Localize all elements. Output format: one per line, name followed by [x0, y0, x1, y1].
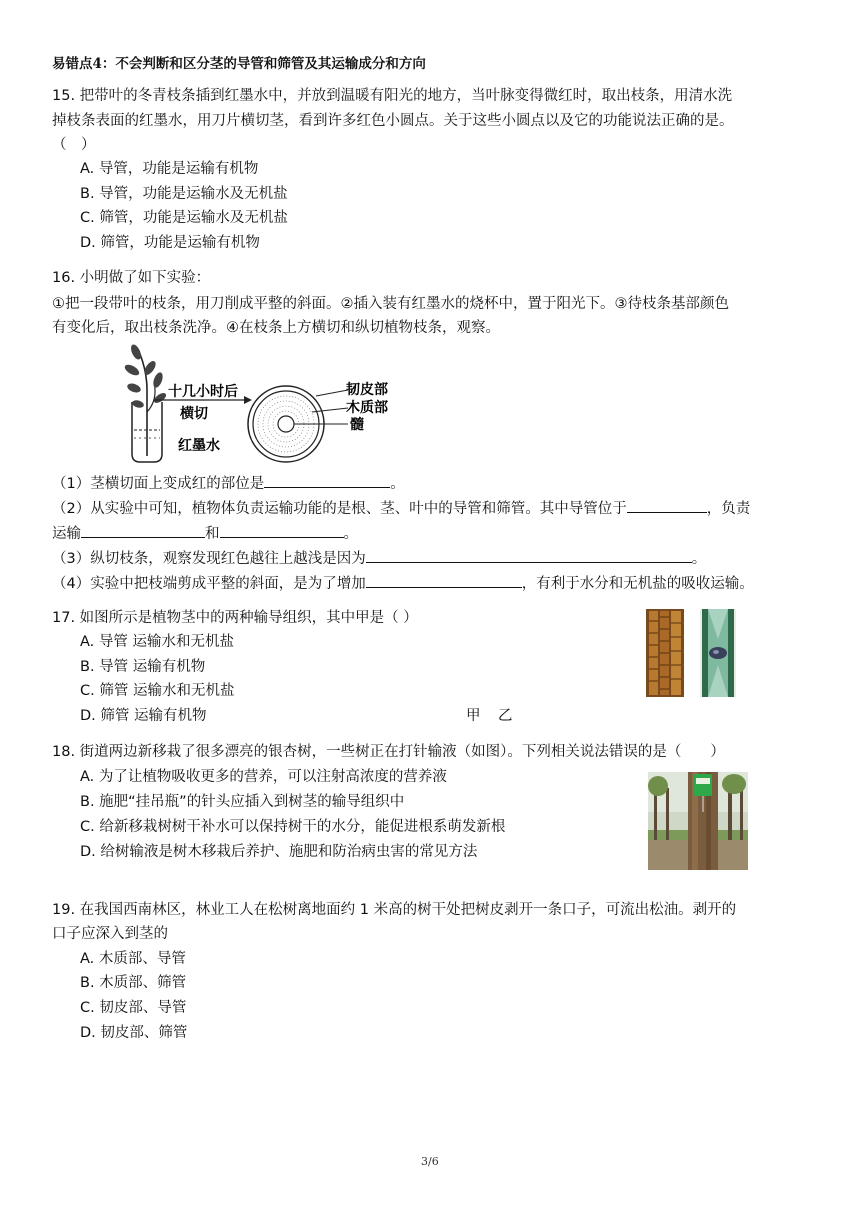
q18-option-d: D. 给树输液是树木移栽后养护、施肥和防治病虫害的常见方法	[80, 844, 478, 860]
q16-sub1: （1）茎横切面上变成红的部位是 。	[52, 472, 405, 494]
blank-6[interactable]	[366, 572, 522, 588]
sieve-tube-image	[700, 609, 736, 697]
tree-infusion-photo	[648, 772, 748, 870]
q15-option-a: A. 导管，功能是运输有机物	[80, 161, 259, 177]
q19-option-c: C. 韧皮部、导管	[80, 1000, 187, 1016]
q17-stem: 17. 如图所示是植物茎中的两种输导组织，其中甲是（ ）	[52, 610, 418, 626]
q15-option-d: D. 筛管，功能是运输有机物	[80, 235, 260, 251]
q19-stem-line2: 口子应深入到茎的	[52, 926, 168, 942]
q17-option-b: B. 导管 运输有机物	[80, 659, 206, 675]
vessel-image	[646, 609, 684, 697]
q18-option-a: A. 为了让植物吸收更多的营养，可以注射高浓度的营养液	[80, 769, 447, 785]
label-time: 十几小时后	[168, 384, 238, 400]
page-number: 3/6	[421, 1155, 439, 1168]
q16-sub3: （3）纵切枝条，观察发现红色越往上越浅是因为 。	[52, 547, 706, 569]
q15-option-c: C. 筛管，功能是运输水及无机盐	[80, 210, 288, 226]
q16-sub2-line2: 运输 和 。	[52, 522, 358, 544]
q17-option-a: A. 导管 运输水和无机盐	[80, 634, 234, 650]
section-heading: 易错点4：不会判断和区分茎的导管和筛管及其运输成分和方向	[52, 56, 426, 72]
q17-label-jia: 甲	[466, 708, 481, 724]
q19-option-b: B. 木质部、筛管	[80, 975, 187, 991]
q15-option-b: B. 导管，功能是运输水及无机盐	[80, 186, 288, 202]
iv-bag-icon	[694, 774, 712, 796]
label-phloem: 韧皮部	[346, 382, 388, 398]
q18-option-b: B. 施肥“挂吊瓶”的针头应插入到树茎的输导组织中	[80, 794, 405, 810]
q15-answer-paren: （ ）	[52, 137, 96, 153]
blank-5[interactable]	[366, 547, 692, 563]
q18-option-c: C. 给新移栽树树干补水可以保持树干的水分，能促进根系萌发新根	[80, 819, 506, 835]
stem-cross-section-figure	[120, 342, 400, 466]
q19-stem-line1: 19. 在我国西南林区，林业工人在松树离地面约 1 米高的树干处把树皮剥开一条口子，可流出松油。剥开的	[52, 902, 737, 918]
label-pith: 髓	[350, 417, 364, 433]
q17-label-yi: 乙	[498, 708, 513, 724]
q15-stem-line1: 15. 把带叶的冬青枝条插到红墨水中，并放到温暖有阳光的地方，当叶脉变得微红时，取出枝条，用清水洗	[52, 88, 733, 104]
label-cut: 横切	[180, 406, 208, 422]
q19-option-a: A. 木质部、导管	[80, 951, 186, 967]
q18-stem: 18. 街道两边新移栽了很多漂亮的银杏树，一些树正在打针输液（如图）。下列相关说法错误的是（ ）	[52, 744, 725, 760]
q16-stem-line1: 16. 小明做了如下实验：	[52, 270, 211, 286]
pith-circle	[278, 416, 294, 432]
q16-sub4: （4）实验中把枝端剪成平整的斜面，是为了增加 ，有利于水分和无机盐的吸收运输。	[52, 572, 754, 594]
q16-stem-line3: 有变化后，取出枝条洗净。④在枝条上方横切和纵切植物枝条，观察。	[52, 320, 500, 336]
q15-stem-line2: 掉枝条表面的红墨水，用刀片横切茎，看到许多红色小圆点。关于这些小圆点以及它的功能说法正确的是。	[52, 113, 734, 129]
label-xylem: 木质部	[346, 400, 388, 416]
q17-option-d: D. 筛管 运输有机物	[80, 708, 207, 724]
label-ink: 红墨水	[178, 438, 220, 454]
q17-option-c: C. 筛管 运输水和无机盐	[80, 683, 235, 699]
blank-1[interactable]	[264, 472, 390, 488]
q16-stem-line2: ①把一段带叶的枝条，用刀削成平整的斜面。②插入装有红墨水的烧杯中，置于阳光下。③待枝条基部颜色	[52, 296, 729, 312]
blank-4[interactable]	[220, 522, 344, 538]
q16-sub2-line1: （2）从实验中可知，植物体负责运输功能的是根、茎、叶中的导管和筛管。其中导管位于 ，负责	[52, 497, 750, 519]
blank-3[interactable]	[81, 522, 205, 538]
blank-2[interactable]	[627, 497, 707, 513]
q19-option-d: D. 韧皮部、筛管	[80, 1025, 188, 1041]
